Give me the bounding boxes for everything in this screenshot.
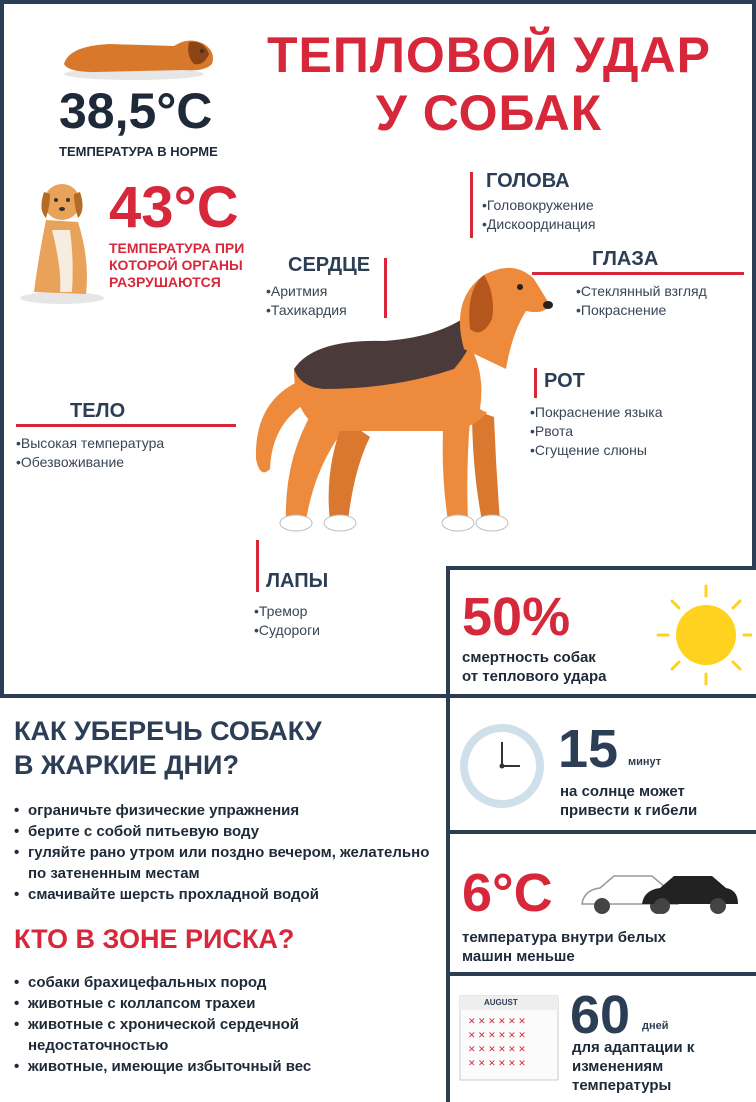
clock-icon <box>456 720 548 812</box>
sun-time-panel <box>446 694 756 834</box>
sun-time-unit: минут <box>628 756 662 768</box>
protect-title <box>14 714 322 782</box>
adaptation-caption-line: температуры <box>572 1077 672 1094</box>
heart-title: СЕРДЦЕ <box>288 254 371 276</box>
sun-time-caption-line: привести к гибели <box>560 802 698 819</box>
head-symptom: •Головокружение <box>482 197 594 213</box>
head-title: ГОЛОВА <box>486 170 570 192</box>
advice-panel <box>0 694 450 1102</box>
head-marker-line <box>470 172 473 238</box>
adaptation-value: 60 <box>570 985 631 1045</box>
sun-time-caption-line: на солнце может <box>560 783 685 800</box>
eyes-symptom: •Покраснение <box>576 302 667 318</box>
car-caption-line: машин меньше <box>462 948 575 965</box>
risk-item: • животные с хронической сердечной недостаточностью <box>14 1014 434 1056</box>
critical-temperature-value: 43°С <box>109 175 239 240</box>
adaptation-caption-line: для адаптации к <box>572 1039 695 1056</box>
protect-item: • гуляйте рано утром или поздно вечером, желательно по затененным местам <box>14 842 434 884</box>
paws-symptom: •Судороги <box>254 622 321 638</box>
mouth-title: РОТ <box>544 370 585 392</box>
body-symptom: •Обезвоживание <box>16 454 125 470</box>
svg-text:✕ ✕ ✕ ✕ ✕ ✕: ✕ ✕ ✕ ✕ ✕ ✕ <box>468 1016 526 1026</box>
sun-time-value: 15 <box>558 719 619 779</box>
standing-dog-illustration <box>244 259 564 539</box>
sitting-dog-illustration <box>16 180 108 306</box>
car-caption <box>462 928 666 966</box>
mouth-symptom: •Покраснение языка <box>530 404 663 420</box>
risk-title: КТО В ЗОНЕ РИСКА? <box>14 924 295 954</box>
mortality-value: 50% <box>462 587 571 647</box>
protect-title-line: В ЖАРКИЕ ДНИ? <box>14 750 239 780</box>
normal-temperature-value: 38,5°С <box>59 83 213 139</box>
eyes-title: ГЛАЗА <box>592 248 659 270</box>
mouth-symptom: •Сгущение слюны <box>530 442 647 458</box>
sun-icon <box>656 580 752 690</box>
adaptation-caption <box>572 1038 694 1095</box>
sun-time-caption <box>560 782 697 820</box>
eyes-symptom: •Стеклянный взгляд <box>576 283 707 299</box>
heart-symptom: •Аритмия <box>266 283 328 299</box>
mortality-panel <box>446 566 756 698</box>
mouth-symptom: •Рвота <box>530 423 574 439</box>
paws-marker-line <box>256 540 259 592</box>
title-line-1: ТЕПЛОВОЙ УДАР <box>266 27 712 83</box>
risk-item: • животные с коллапсом трахеи <box>14 993 434 1014</box>
mortality-caption <box>462 648 606 686</box>
heart-symptom: •Тахикардия <box>266 302 347 318</box>
cars-icon <box>578 864 740 926</box>
car-temperature-value: 6°С <box>462 863 553 923</box>
body-symptom: •Высокая температура <box>16 435 165 451</box>
paws-title: ЛАПЫ <box>266 570 329 592</box>
title-line-2: У СОБАК <box>375 85 603 141</box>
mortality-caption-line: от теплового удара <box>462 668 607 685</box>
svg-text:✕ ✕ ✕ ✕ ✕ ✕: ✕ ✕ ✕ ✕ ✕ ✕ <box>468 1030 526 1040</box>
body-title: ТЕЛО <box>70 400 126 422</box>
protect-list <box>14 800 434 905</box>
critical-temperature-caption: ТЕМПЕРАТУРА ПРИ КОТОРОЙ ОРГАНЫ РАЗРУШАЮТСЯ <box>109 240 245 290</box>
page-title <box>254 26 724 142</box>
adaptation-unit: дней <box>642 1020 669 1032</box>
normal-temperature-caption: ТЕМПЕРАТУРА В НОРМЕ <box>59 144 218 159</box>
calendar-icon <box>458 994 562 1084</box>
protect-item: • берите с собой питьевую воду <box>14 821 434 842</box>
body-marker-line <box>16 424 236 427</box>
head-symptom: •Дискоординация <box>482 216 596 232</box>
risk-list <box>14 972 434 1077</box>
paws-symptom: •Тремор <box>254 603 308 619</box>
protect-title-line: КАК УБЕРЕЧЬ СОБАКУ <box>14 716 322 746</box>
calendar-month: AUGUST <box>484 998 518 1007</box>
protect-item: • смачивайте шерсть прохладной водой <box>14 884 434 905</box>
risk-item: • животные, имеющие избыточный вес <box>14 1056 434 1077</box>
risk-item: • собаки брахицефальных пород <box>14 972 434 993</box>
paws-symptoms <box>254 602 320 640</box>
body-symptoms <box>16 434 164 472</box>
head-symptoms <box>482 196 595 234</box>
eyes-symptoms <box>576 282 707 320</box>
adaptation-panel <box>446 972 756 1098</box>
mortality-caption-line: смертность собак <box>462 649 596 666</box>
car-panel <box>446 830 756 976</box>
adaptation-caption-line: изменениям <box>572 1058 664 1075</box>
svg-text:✕ ✕ ✕ ✕ ✕ ✕: ✕ ✕ ✕ ✕ ✕ ✕ <box>468 1058 526 1068</box>
svg-text:✕ ✕ ✕ ✕ ✕ ✕: ✕ ✕ ✕ ✕ ✕ ✕ <box>468 1044 526 1054</box>
protect-item: • ограничьте физические упражнения <box>14 800 434 821</box>
car-caption-line: температура внутри белых <box>462 929 667 946</box>
lying-dog-illustration <box>54 26 219 82</box>
